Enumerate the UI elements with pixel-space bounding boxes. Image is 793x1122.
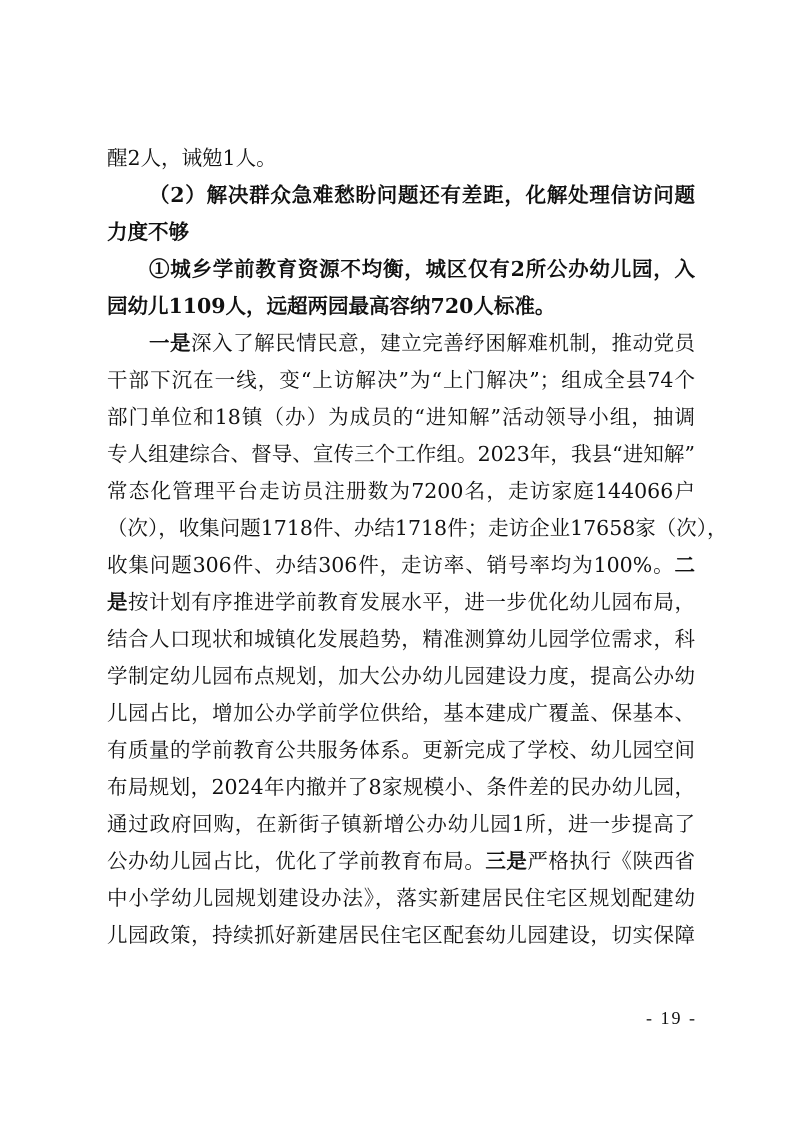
section-heading-line: [107, 177, 695, 214]
text-line: [107, 769, 695, 806]
text-line: [107, 325, 695, 362]
text-segment: 部门单位和18镇（办）为成员的“进知解”活动领导小组，抽调: [107, 405, 695, 429]
text-segment: 按计划有序推进学前教育发展水平，进一步优化幼儿园布局，: [128, 590, 696, 614]
text-segment: 儿园占比，增加公办学前学位供给，基本建成广覆盖、保基本、: [107, 701, 695, 725]
text-line: [107, 621, 695, 658]
section-heading-text: 力度不够: [107, 220, 189, 244]
text-segment: 干部下沉在一线，变“上访解决”为“上门解决”；组成全县74个: [107, 368, 695, 392]
section-heading-text: （2）解决群众急难愁盼问题还有差距，化解处理信访问题: [149, 183, 695, 207]
text-segment: （次），收集问题1718件、办结1718件；走访企业17658家（次），: [107, 516, 728, 540]
text-segment: 通过政府回购，在新街子镇新增公办幼儿园1所，进一步提高了: [107, 812, 695, 836]
page-number: - 19 -: [646, 1008, 697, 1028]
text-line: [107, 584, 695, 621]
text-line: [107, 510, 728, 547]
lead-marker-first: 一是: [149, 331, 192, 355]
text-line: [107, 732, 695, 769]
text-segment: 学制定幼儿园布点规划，加大公办幼儿园建设力度，提高公办幼: [107, 664, 695, 688]
text-segment: 儿园政策，持续抓好新建居民住宅区配套幼儿园建设，切实保障: [107, 923, 695, 947]
text-line: [107, 436, 695, 473]
text-line: [107, 806, 695, 843]
lead-marker-second-tail: 是: [107, 590, 129, 614]
text-segment: 严格执行《陕西省: [527, 849, 696, 873]
text-segment: 深入了解民情民意，建立完善纾困解难机制，推动党员: [191, 331, 696, 355]
text-line: [107, 362, 695, 399]
section-heading-line: [107, 214, 695, 251]
issue-heading-line: [107, 251, 695, 288]
text-line: [107, 399, 695, 436]
text-line: [107, 140, 695, 177]
text-segment: 结合人口现状和城镇化发展趋势，精准测算幼儿园学位需求，科: [107, 627, 695, 651]
text-segment: 有质量的学前教育公共服务体系。更新完成了学校、幼儿园空间: [107, 738, 695, 762]
text-segment: 中小学幼儿园规划建设办法》，落实新建居民住宅区规划配建幼: [107, 886, 695, 910]
text-segment: 公办幼儿园占比，优化了学前教育布局。: [107, 849, 486, 873]
issue-heading-line: [107, 288, 695, 325]
lead-marker-third: 三是: [485, 849, 528, 873]
text-segment: 收集问题306件、办结306件，走访率、销号率均为100%。: [107, 553, 675, 577]
text-line: [107, 917, 695, 954]
text-line: [107, 473, 695, 510]
text-line: [107, 843, 695, 880]
text-segment: 专人组建综合、督导、宣传三个工作组。2023年，我县“进知解”: [107, 442, 695, 466]
issue-heading-text: 园幼儿1109人，远超两园最高容纳720人标准。: [107, 294, 556, 318]
text-line: [107, 695, 695, 732]
text-line: [107, 547, 695, 584]
text-line: [107, 880, 695, 917]
text-segment: 醒2人，诫勉1人。: [107, 146, 277, 170]
lead-marker-second: 二: [674, 553, 695, 577]
issue-heading-text: ①城乡学前教育资源不均衡，城区仅有2所公办幼儿园，入: [149, 257, 695, 281]
document-page: [107, 140, 728, 954]
text-segment: 布局规划，2024年内撤并了8家规模小、条件差的民办幼儿园，: [107, 775, 695, 799]
text-line: [107, 658, 695, 695]
text-segment: 常态化管理平台走访员注册数为7200名，走访家庭144066户: [107, 479, 695, 503]
